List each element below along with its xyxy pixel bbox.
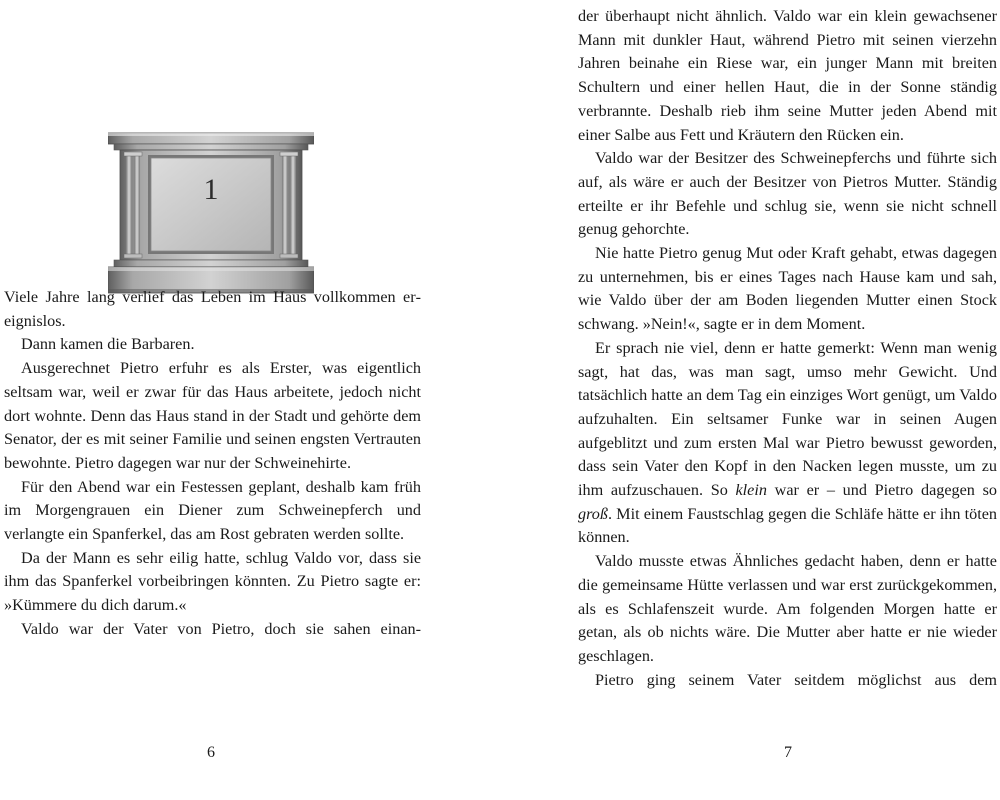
- text-run: . Mit einem Faustschlag gegen die Schläfe hätte er ihn töten können.: [578, 504, 997, 547]
- chapter-number: 1: [203, 172, 219, 206]
- paragraph: der überhaupt nicht ähnlich. Valdo war ein klein gewachsener Mann mit dunkler Haut, während Pietro mit seinen vierzehn Jahren beinahe ein Riese war, ein junger Mann mit breiten Schultern und einer hellen Haut, die in der Sonne ständig verbrannte. Deshalb rieb ihm seine Mutter jeden Abend mit einer Salbe aus Fett und Kräutern den Rücken ein.: [578, 7, 997, 144]
- paragraph: [578, 337, 997, 550]
- right-page-body: [578, 5, 997, 692]
- paragraph: Da der Mann es sehr eilig hatte, schlug Valdo vor, dass sie ihm das Spanferkel vorbeibringen könnten. Zu Pietro sagte er: »Kümmere du dich darum.«: [4, 548, 421, 615]
- emphasis-klein: klein: [735, 481, 767, 500]
- paragraph: Viele Jahre lang verlief das Leben im Haus vollkommen ereignislos.: [4, 288, 421, 330]
- paragraph: Valdo war der Vater von Pietro, doch sie sahen einan-: [21, 619, 421, 638]
- text-run: war er – und Pietro dagegen so: [766, 481, 997, 500]
- paragraph: Für den Abend war ein Festessen geplant, deshalb kam früh im Morgengrauen ein Diener zum Schweinepferch und verlangte ein Spanferkel, das am Rost gebraten werden sollte.: [4, 477, 421, 544]
- page-number: 7: [784, 744, 792, 761]
- paragraph: Ausgerechnet Pietro erfuhr es als Erster, was eigentlich seltsam war, weil er zwar für das Haus arbeitete, jedoch nicht dort wohnte. Denn das Haus stand in der Stadt und gehörte dem Senator, der es mit seiner Familie und seinen engsten Vertrauten bewohnte. Pietro dagegen war nur der Schweinehirte.: [4, 359, 421, 472]
- paragraph: Pietro ging seinem Vater seitdem möglichst aus dem: [595, 670, 997, 689]
- left-page-body: [4, 286, 421, 642]
- paragraph: Dann kamen die Barbaren.: [21, 335, 195, 354]
- emphasis-gross: groß: [578, 504, 608, 523]
- chapter-pedestal-illustration: [108, 131, 314, 301]
- text-run: Er sprach nie viel, denn er hatte gemerkt: Wenn man wenig sagt, hat das, was man sagt, umso mehr Gewicht. Und tatsächlich hatte an dem Tag ein einziges Wort genügt, um Valdo aufzuhalten. Ein seltsamer Funke war in seinen Augen aufgeblitzt und zum ersten Mal war Pietro bewusst geworden, dass sein Vater den Kopf in den Nacken legen musste, um zu ihm aufzuschauen. So: [578, 338, 997, 500]
- page-number: 6: [207, 744, 215, 761]
- right-page: [500, 0, 1000, 800]
- paragraph: Valdo musste etwas Ähnliches gedacht haben, denn er hatte die gemeinsame Hütte verlassen und war erst zurückgekommen, als es Schlafenszeit wurde. Am folgenden Morgen hatte er getan, als ob nichts wäre. Die Mutter aber hatte er nie wieder geschlagen.: [578, 552, 997, 665]
- paragraph: Valdo war der Besitzer des Schweinepferchs und führte sich auf, als wäre er auch der Besitzer von Pietros Mutter. Ständig erteilte er ihr Befehle und schlug sie, wenn sie nicht schnell genug gehorchte.: [578, 149, 997, 239]
- paragraph: Nie hatte Pietro genug Mut oder Kraft gehabt, etwas dagegen zu unternehmen, bis er eines Tages nach Hause kam und sah, wie Valdo über der am Boden liegenden Mutter einen Stock schwang. »Nein!«, sagte er in dem Moment.: [578, 244, 997, 334]
